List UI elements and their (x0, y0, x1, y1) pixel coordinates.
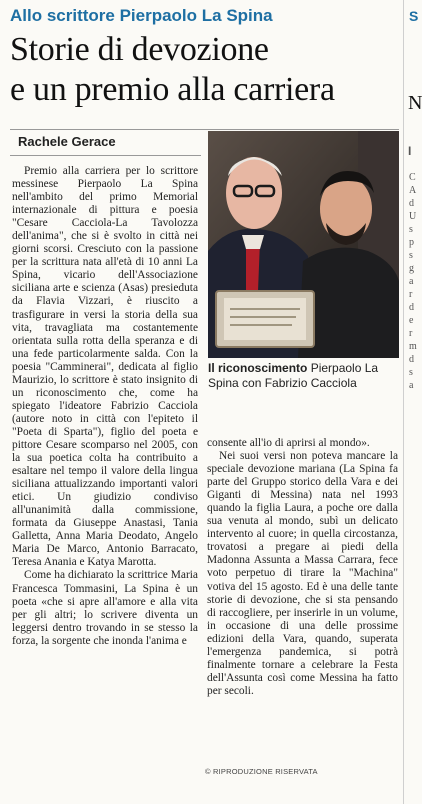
adjacent-letter: d (409, 198, 414, 209)
paragraph: Nei suoi versi non poteva mancare la speciale devozione mariana (La Spina fa parte del Gruppo storico della Vara e dei Giganti di Messina) nata nel 1993 quando la figlia Laura, a poche ore dalla sua venuta al mondo, subì un delicato intervento al cuore; in quella circostanza, trovatosi a pregare ai piedi della Madonna Assunta a Massa Carrara, fece voto perpetuo di tirare la "Machina" votiva del 15 agosto. Ed è una delle tante storie di devozione, che si sta pensando di raccogliere, per inserirle in un volume, in occasione di una delle prossime edizioni della Vara, quando, superata l'emergenza pandemica, si potrà finalmente tornare a celebrare la Festa dell'Assunta così come Messina ha fatto per secoli. (207, 450, 398, 697)
adjacent-letter: a (409, 276, 414, 287)
adjacent-letter: s (409, 250, 413, 261)
headline-line-1: Storie di devozione (10, 31, 269, 68)
adjacent-letter: g (409, 263, 414, 274)
adjacent-letter: e (409, 315, 414, 326)
adjacent-letter: d (409, 302, 414, 313)
article-kicker: Allo scrittore Pierpaolo La Spina (10, 6, 273, 25)
adjacent-article-fragment (406, 0, 422, 804)
copyright-notice: © RIPRODUZIONE RISERVATA (205, 767, 318, 776)
body-column-2 (207, 437, 398, 698)
body-column-1 (12, 165, 198, 648)
adjacent-letter: s (409, 367, 413, 378)
paragraph: consente all'io di aprirsi al mondo». (207, 437, 370, 449)
headline-line-2: e un premio alla carriera (10, 71, 335, 108)
adjacent-byline: I (408, 144, 412, 158)
byline: Rachele Gerace (18, 134, 116, 149)
adjacent-letter: r (409, 328, 413, 339)
adjacent-letter: a (409, 380, 414, 391)
paragraph: Come ha dichiarato la scrittrice Maria Francesca Tommasini, La Spina è un poeta «che si apre all'amore e alla vita per gli altri; lo scrivere diventa un leggersi dentro trovando in se stesso la forza, la sorgente che inonda l'anima e (12, 569, 198, 647)
article-headline (10, 30, 400, 110)
paragraph: Premio alla carriera per lo scrittore messinese Pierpaolo La Spina nell'ambito del primo Memorial internazionale di pittura e poesia "Cesare Cacciola-La Tavolozza dell'anima", che si è svolto in città nei giorni scorsi. Cresciuto con la passione per la scrittura nata all'età di 10 anni La Spina, vicario dell'Associazione siciliana arte e scienza (Asas) presieduta da Flavia Vizzari, è riuscito a trasfigurare in versi la storia della sua vita, travagliata ma costantemente orientata sulla rotta della speranza e di una fede particolarmente salda. Con la poesia "Camminerai", dedicata al figlio Maurizio, lo scrittore è stato insignito di un riconoscimento che, come ha spiegato l'ideatore Fabrizio Cacciola (autore noto in città con l'epiteto il "Poeta di Sparta"), figlio del poeta e pittore Cesare scomparso nel 2005, con la sua poetica colta ha contribuito a esaltare nel tempo il valore della lingua siciliana attualizzando importanti valori etici. Un giudizio condiviso all'unanimità dalla commissione, formata da Giuseppe Anastasi, Tania Galletta, Anna Maria Deodato, Angelo Maria De Marco, Antonio Barracato, Teresa Anania e Katya Marotta. (12, 165, 198, 569)
caption-lead: Il riconoscimento (208, 361, 308, 375)
byline-rule (10, 155, 201, 156)
adjacent-letter: C (409, 172, 416, 183)
caption-text: Pierpaolo La Spina con Fabrizio Cacciola (208, 361, 379, 390)
adjacent-headline: N (408, 92, 422, 114)
headline-rule (10, 129, 399, 130)
photo-caption (208, 361, 400, 391)
adjacent-letter: r (409, 289, 413, 300)
adjacent-letter: p (409, 237, 414, 248)
adjacent-letter: U (409, 211, 417, 222)
adjacent-letter: s (409, 224, 413, 235)
photo-illustration (208, 131, 399, 358)
adjacent-letter: d (409, 354, 414, 365)
adjacent-kicker: S (409, 8, 419, 24)
article-photo (208, 131, 399, 358)
adjacent-letter: m (409, 341, 417, 352)
column-divider (403, 0, 404, 804)
adjacent-letter: A (409, 185, 417, 196)
